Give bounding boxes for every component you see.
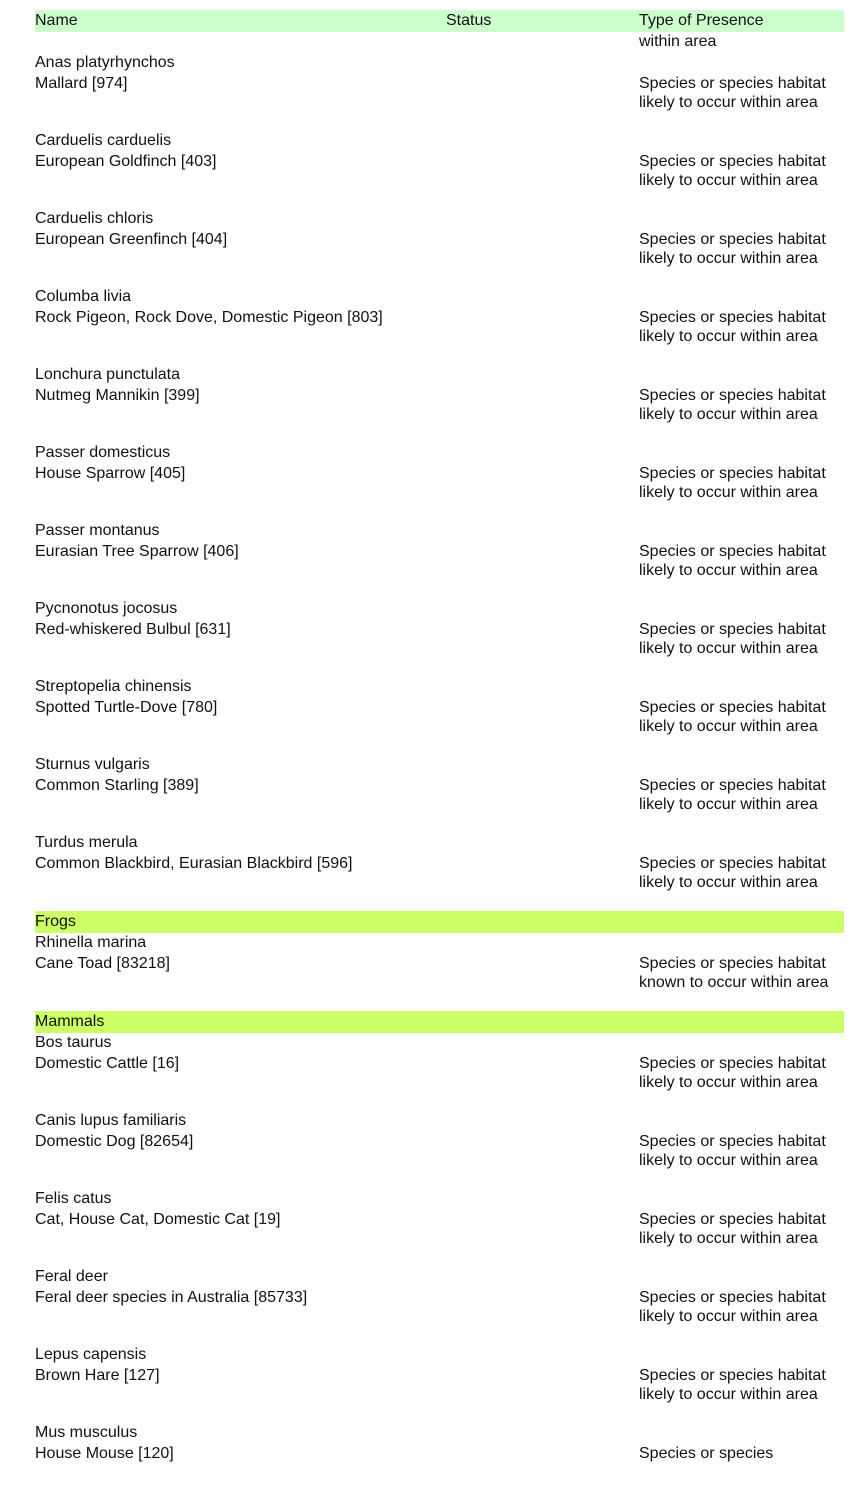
- header-status: Status: [446, 12, 492, 29]
- scientific-name: Rhinella marina: [35, 934, 147, 951]
- type-of-presence: Species or species habitat likely to occur within area: [639, 621, 826, 657]
- type-of-presence: Species or species habitat likely to occur within area: [639, 777, 826, 813]
- scientific-name: Carduelis carduelis: [35, 132, 172, 149]
- table-row: [35, 53, 844, 131]
- table-row: [35, 443, 844, 521]
- scientific-name: Anas platyrhynchos: [35, 54, 175, 71]
- scientific-name: Columba livia: [35, 288, 132, 305]
- scientific-name: Turdus merula: [35, 834, 138, 851]
- header-type-of-presence: Type of Presence: [639, 12, 764, 29]
- type-of-presence: Species or species habitat likely to occur within area: [639, 231, 826, 267]
- header-name: Name: [35, 12, 78, 29]
- mammals-list: [35, 1033, 844, 1501]
- type-of-presence: Species or species habitat known to occur within area: [639, 955, 829, 991]
- common-name: Cane Toad [83218]: [35, 955, 170, 972]
- common-name: Red-whiskered Bulbul [631]: [35, 621, 231, 638]
- common-name: Mallard [974]: [35, 75, 128, 92]
- type-of-presence: Species or species habitat likely to occur within area: [639, 1367, 826, 1403]
- section-title: Mammals: [35, 1013, 105, 1030]
- table-row: [35, 1033, 844, 1111]
- common-name: Domestic Cattle [16]: [35, 1055, 180, 1072]
- continued-row: [35, 32, 844, 53]
- scientific-name: Bos taurus: [35, 1034, 112, 1051]
- type-of-presence: Species or species habitat likely to occur within area: [639, 1211, 826, 1247]
- common-name: Spotted Turtle-Dove [780]: [35, 699, 218, 716]
- table-row: [35, 933, 844, 1011]
- table-header: [35, 10, 844, 32]
- common-name: Brown Hare [127]: [35, 1367, 160, 1384]
- table-row: [35, 1189, 844, 1267]
- scientific-name: Passer domesticus: [35, 444, 171, 461]
- common-name: Cat, House Cat, Domestic Cat [19]: [35, 1211, 281, 1228]
- table-row: [35, 1345, 844, 1423]
- table-row: [35, 209, 844, 287]
- scientific-name: Passer montanus: [35, 522, 160, 539]
- common-name: Rock Pigeon, Rock Dove, Domestic Pigeon [803]: [35, 309, 383, 326]
- table-row: [35, 677, 844, 755]
- table-row: [35, 1267, 844, 1345]
- birds-list: [35, 53, 844, 911]
- scientific-name: Mus musculus: [35, 1424, 138, 1441]
- type-of-presence: Species or species habitat likely to occur within area: [639, 309, 826, 345]
- table-row: [35, 755, 844, 833]
- type-of-presence: Species or species habitat likely to occur within area: [639, 699, 826, 735]
- common-name: Common Starling [389]: [35, 777, 199, 794]
- section-header-mammals: [35, 1011, 844, 1033]
- table-row: [35, 521, 844, 599]
- scientific-name: Lonchura punctulata: [35, 366, 180, 383]
- scientific-name: Feral deer: [35, 1268, 108, 1285]
- table-row: [35, 131, 844, 209]
- common-name: Nutmeg Mannikin [399]: [35, 387, 200, 404]
- type-of-presence: Species or species habitat likely to occur within area: [639, 1055, 826, 1091]
- type-of-presence: Species or species habitat likely to occur within area: [639, 855, 826, 891]
- type-of-presence: Species or species habitat likely to occur within area: [639, 387, 826, 423]
- table-row: [35, 1111, 844, 1189]
- table-row: [35, 599, 844, 677]
- section-title: Frogs: [35, 913, 76, 930]
- common-name: Common Blackbird, Eurasian Blackbird [596]: [35, 855, 353, 872]
- type-of-presence: Species or species: [639, 1445, 774, 1462]
- common-name: European Goldfinch [403]: [35, 153, 217, 170]
- type-of-presence: Species or species habitat likely to occur within area: [639, 543, 826, 579]
- type-of-presence: Species or species habitat likely to occur within area: [639, 1289, 826, 1325]
- table-row: [35, 287, 844, 365]
- scientific-name: Carduelis chloris: [35, 210, 154, 227]
- type-of-presence: Species or species habitat likely to occur within area: [639, 1133, 826, 1169]
- continued-presence-text: within area: [639, 33, 717, 50]
- common-name: Domestic Dog [82654]: [35, 1133, 194, 1150]
- type-of-presence: Species or species habitat likely to occur within area: [639, 75, 826, 111]
- scientific-name: Felis catus: [35, 1190, 112, 1207]
- scientific-name: Sturnus vulgaris: [35, 756, 150, 773]
- common-name: Eurasian Tree Sparrow [406]: [35, 543, 239, 560]
- type-of-presence: Species or species habitat likely to occur within area: [639, 153, 826, 189]
- common-name: European Greenfinch [404]: [35, 231, 228, 248]
- species-table: [35, 10, 844, 1501]
- section-header-frogs: [35, 911, 844, 933]
- frogs-list: [35, 933, 844, 1011]
- scientific-name: Streptopelia chinensis: [35, 678, 192, 695]
- common-name: Feral deer species in Australia [85733]: [35, 1289, 308, 1306]
- scientific-name: Canis lupus familiaris: [35, 1112, 187, 1129]
- common-name: House Sparrow [405]: [35, 465, 186, 482]
- common-name: House Mouse [120]: [35, 1445, 174, 1462]
- type-of-presence: Species or species habitat likely to occur within area: [639, 465, 826, 501]
- table-row: [35, 833, 844, 911]
- table-row: [35, 1423, 844, 1501]
- table-row: [35, 365, 844, 443]
- scientific-name: Lepus capensis: [35, 1346, 147, 1363]
- scientific-name: Pycnonotus jocosus: [35, 600, 178, 617]
